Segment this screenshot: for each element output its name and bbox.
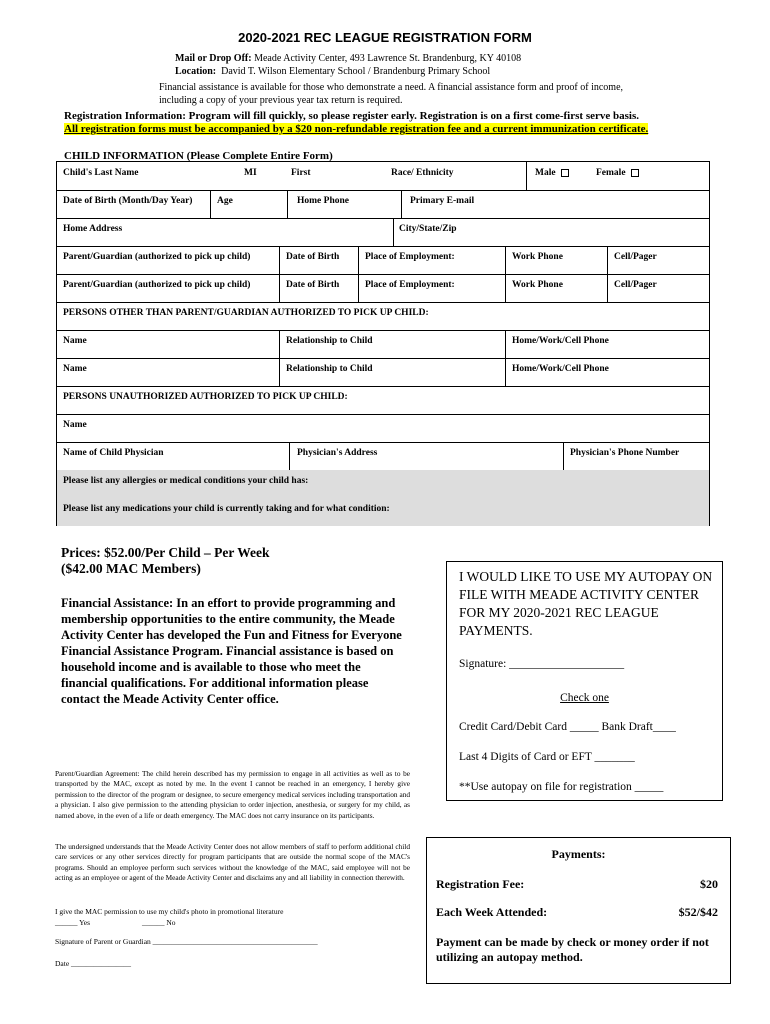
mail-value: Meade Activity Center, 493 Lawrence St. Brandenburg, KY 40108 [254, 53, 522, 64]
race-ethnicity-label: Race/ Ethnicity [391, 168, 454, 178]
prices-line-2: ($42.00 MAC Members) [61, 561, 201, 576]
first-name-label: First [291, 168, 311, 178]
home-phone-label: Home Phone [297, 196, 349, 206]
registration-fee-row [436, 877, 718, 892]
authorized-1-phone-label: Home/Work/Cell Phone [512, 336, 609, 346]
financial-note-line-2: including a copy of your previous year tax return is required. [159, 94, 403, 106]
payment-method-note: Payment can be made by check or money order if not utilizing an autopay method. [436, 935, 709, 964]
authorized-2-phone-label: Home/Work/Cell Phone [512, 364, 609, 374]
registration-info [64, 110, 648, 136]
physician-name-label: Name of Child Physician [63, 448, 164, 458]
allergies-label: Please list any allergies or medical conditions your child has: [63, 476, 309, 486]
mail-label: Mail or Drop Off: [175, 53, 252, 64]
guardian-signature-field[interactable]: Signature of Parent or Guardian ____________________________________________ [55, 937, 318, 946]
mi-label: MI [244, 168, 257, 178]
payments-title: Payments: [551, 847, 606, 861]
photo-no-field[interactable]: ______ No [142, 917, 176, 927]
male-label: Male [535, 168, 556, 178]
female-checkbox[interactable] [631, 169, 639, 177]
staff-services-disclaimer: The undersigned understands that the Meade Activity Center does not allow members of staff to perform additional child care services or any other services directly for program participants that are outside the normal scope of the MAC's programs. Should an employee perform such services without the knowledge of the MAC, said employee will not be acting as an employee or agent of the Meade Activity Center and disclaims any and all liability in connection therewith. [55, 842, 410, 883]
guardian-1-employment-label: Place of Employment: [365, 252, 455, 262]
location-label: Location: [175, 65, 217, 77]
guardian-2-dob-label: Date of Birth [286, 280, 340, 290]
male-option[interactable] [535, 168, 569, 178]
form-title: 2020-2021 REC LEAGUE REGISTRATION FORM [238, 30, 532, 45]
unauthorized-persons-heading: PERSONS UNAUTHORIZED AUTHORIZED TO PICK UP CHILD: [63, 392, 348, 402]
guardian-2-work-phone-label: Work Phone [512, 280, 563, 290]
guardian-1-label: Parent/Guardian (authorized to pick up child) [63, 252, 251, 262]
dob-label: Date of Birth (Month/Day Year) [63, 196, 193, 206]
last-four-digits-field[interactable]: Last 4 Digits of Card or EFT _______ [459, 751, 635, 763]
each-week-value: $52/$42 [678, 905, 718, 919]
photo-yes-field[interactable]: ______ Yes [55, 917, 91, 927]
check-one-label: Check one [560, 692, 609, 704]
childs-last-name-label: Child's Last Name [63, 168, 139, 178]
female-label: Female [596, 168, 626, 178]
medications-label: Please list any medications your child is currently taking and for what condition: [63, 504, 390, 514]
prices-block [61, 545, 269, 577]
authorized-2-relationship-label: Relationship to Child [286, 364, 373, 374]
authorized-2-name-label: Name [63, 364, 87, 374]
prices-line-1: Prices: $52.00/Per Child – Per Week [61, 545, 270, 560]
autopay-heading: I WOULD LIKE TO USE MY AUTOPAY ON FILE WITH MEADE ACTIVITY CENTER FOR MY 2020-2021 REC LEAGUE PAYMENTS. [459, 569, 713, 638]
authorized-1-relationship-label: Relationship to Child [286, 336, 373, 346]
registration-info-text: Registration Information: Program will fill quickly, so please register early. Registration is on a first come-first serve basis. [64, 110, 639, 122]
each-week-row [436, 905, 718, 920]
age-label: Age [217, 196, 233, 206]
autopay-box [446, 561, 723, 801]
guardian-1-cell-label: Cell/Pager [614, 252, 657, 262]
home-address-label: Home Address [63, 224, 123, 234]
photo-permission-text: I give the MAC permission to use my child's photo in promotional literature [55, 907, 284, 916]
child-info-grid [56, 161, 710, 526]
guardian-2-cell-label: Cell/Pager [614, 280, 657, 290]
city-state-zip-label: City/State/Zip [399, 224, 457, 234]
child-info-heading: CHILD INFORMATION (Please Complete Entire Form) [64, 150, 333, 162]
guardian-2-label: Parent/Guardian (authorized to pick up child) [63, 280, 251, 290]
physician-phone-label: Physician's Phone Number [570, 448, 680, 458]
female-option[interactable] [596, 168, 639, 178]
financial-note-line-1: Financial assistance is available for those who demonstrate a need. A financial assistance form and proof of income, [159, 82, 624, 93]
financial-note [159, 82, 649, 107]
payments-box [426, 837, 731, 984]
guardian-2-employment-label: Place of Employment: [365, 280, 455, 290]
financial-assistance-text: Financial Assistance: In an effort to provide programming and membership opportunities to the entire community, the Meade Activity Center has developed the Fun and Fitness for Everyone Financial Assistance Program. Financial assistance is based on household income and is available to those who meet the financial qualifications. For additional information please contact the Meade Activity Center office. [61, 596, 402, 706]
authorized-1-name-label: Name [63, 336, 87, 346]
male-checkbox[interactable] [561, 169, 569, 177]
mail-location-block [175, 53, 521, 78]
each-week-label: Each Week Attended: [436, 905, 548, 919]
registration-fee-value: $20 [700, 877, 718, 891]
guardian-agreement: Parent/Guardian Agreement: The child herein described has my permission to engage in all activities as well as to be transported by the MAC, except as noted by me. In the event I cannot be reached in an emergency, I hereby give permission to the director of the program or designee, to secure emergency medical services including transportation and a physician. I also give permission to the attending physician to order injection, anesthesia, or surgery for my child, as named above, in the even of a life or death emergency. The MAC does not carry insurance on its participants. [55, 769, 410, 820]
authorized-persons-heading: PERSONS OTHER THAN PARENT/GUARDIAN AUTHORIZED TO PICK UP CHILD: [63, 308, 429, 318]
payment-method-options[interactable]: Credit Card/Debit Card _____ Bank Draft____ [459, 721, 676, 733]
physician-address-label: Physician's Address [297, 448, 378, 458]
registration-fee-note: All registration forms must be accompanied by a $20 non-refundable registration fee and a current immunization certificate. [64, 123, 649, 135]
guardian-1-dob-label: Date of Birth [286, 252, 340, 262]
guardian-1-work-phone-label: Work Phone [512, 252, 563, 262]
registration-fee-label: Registration Fee: [436, 877, 525, 891]
unauthorized-name-label: Name [63, 420, 87, 430]
location-value: David T. Wilson Elementary School / Brandenburg Primary School [221, 65, 491, 77]
date-field[interactable]: Date ________________ [55, 959, 132, 968]
use-autopay-field[interactable]: **Use autopay on file for registration _____ [459, 781, 664, 793]
autopay-signature-field[interactable]: Signature: ____________________ [459, 658, 625, 670]
photo-permission [55, 907, 283, 928]
primary-email-label: Primary E-mail [410, 196, 475, 206]
